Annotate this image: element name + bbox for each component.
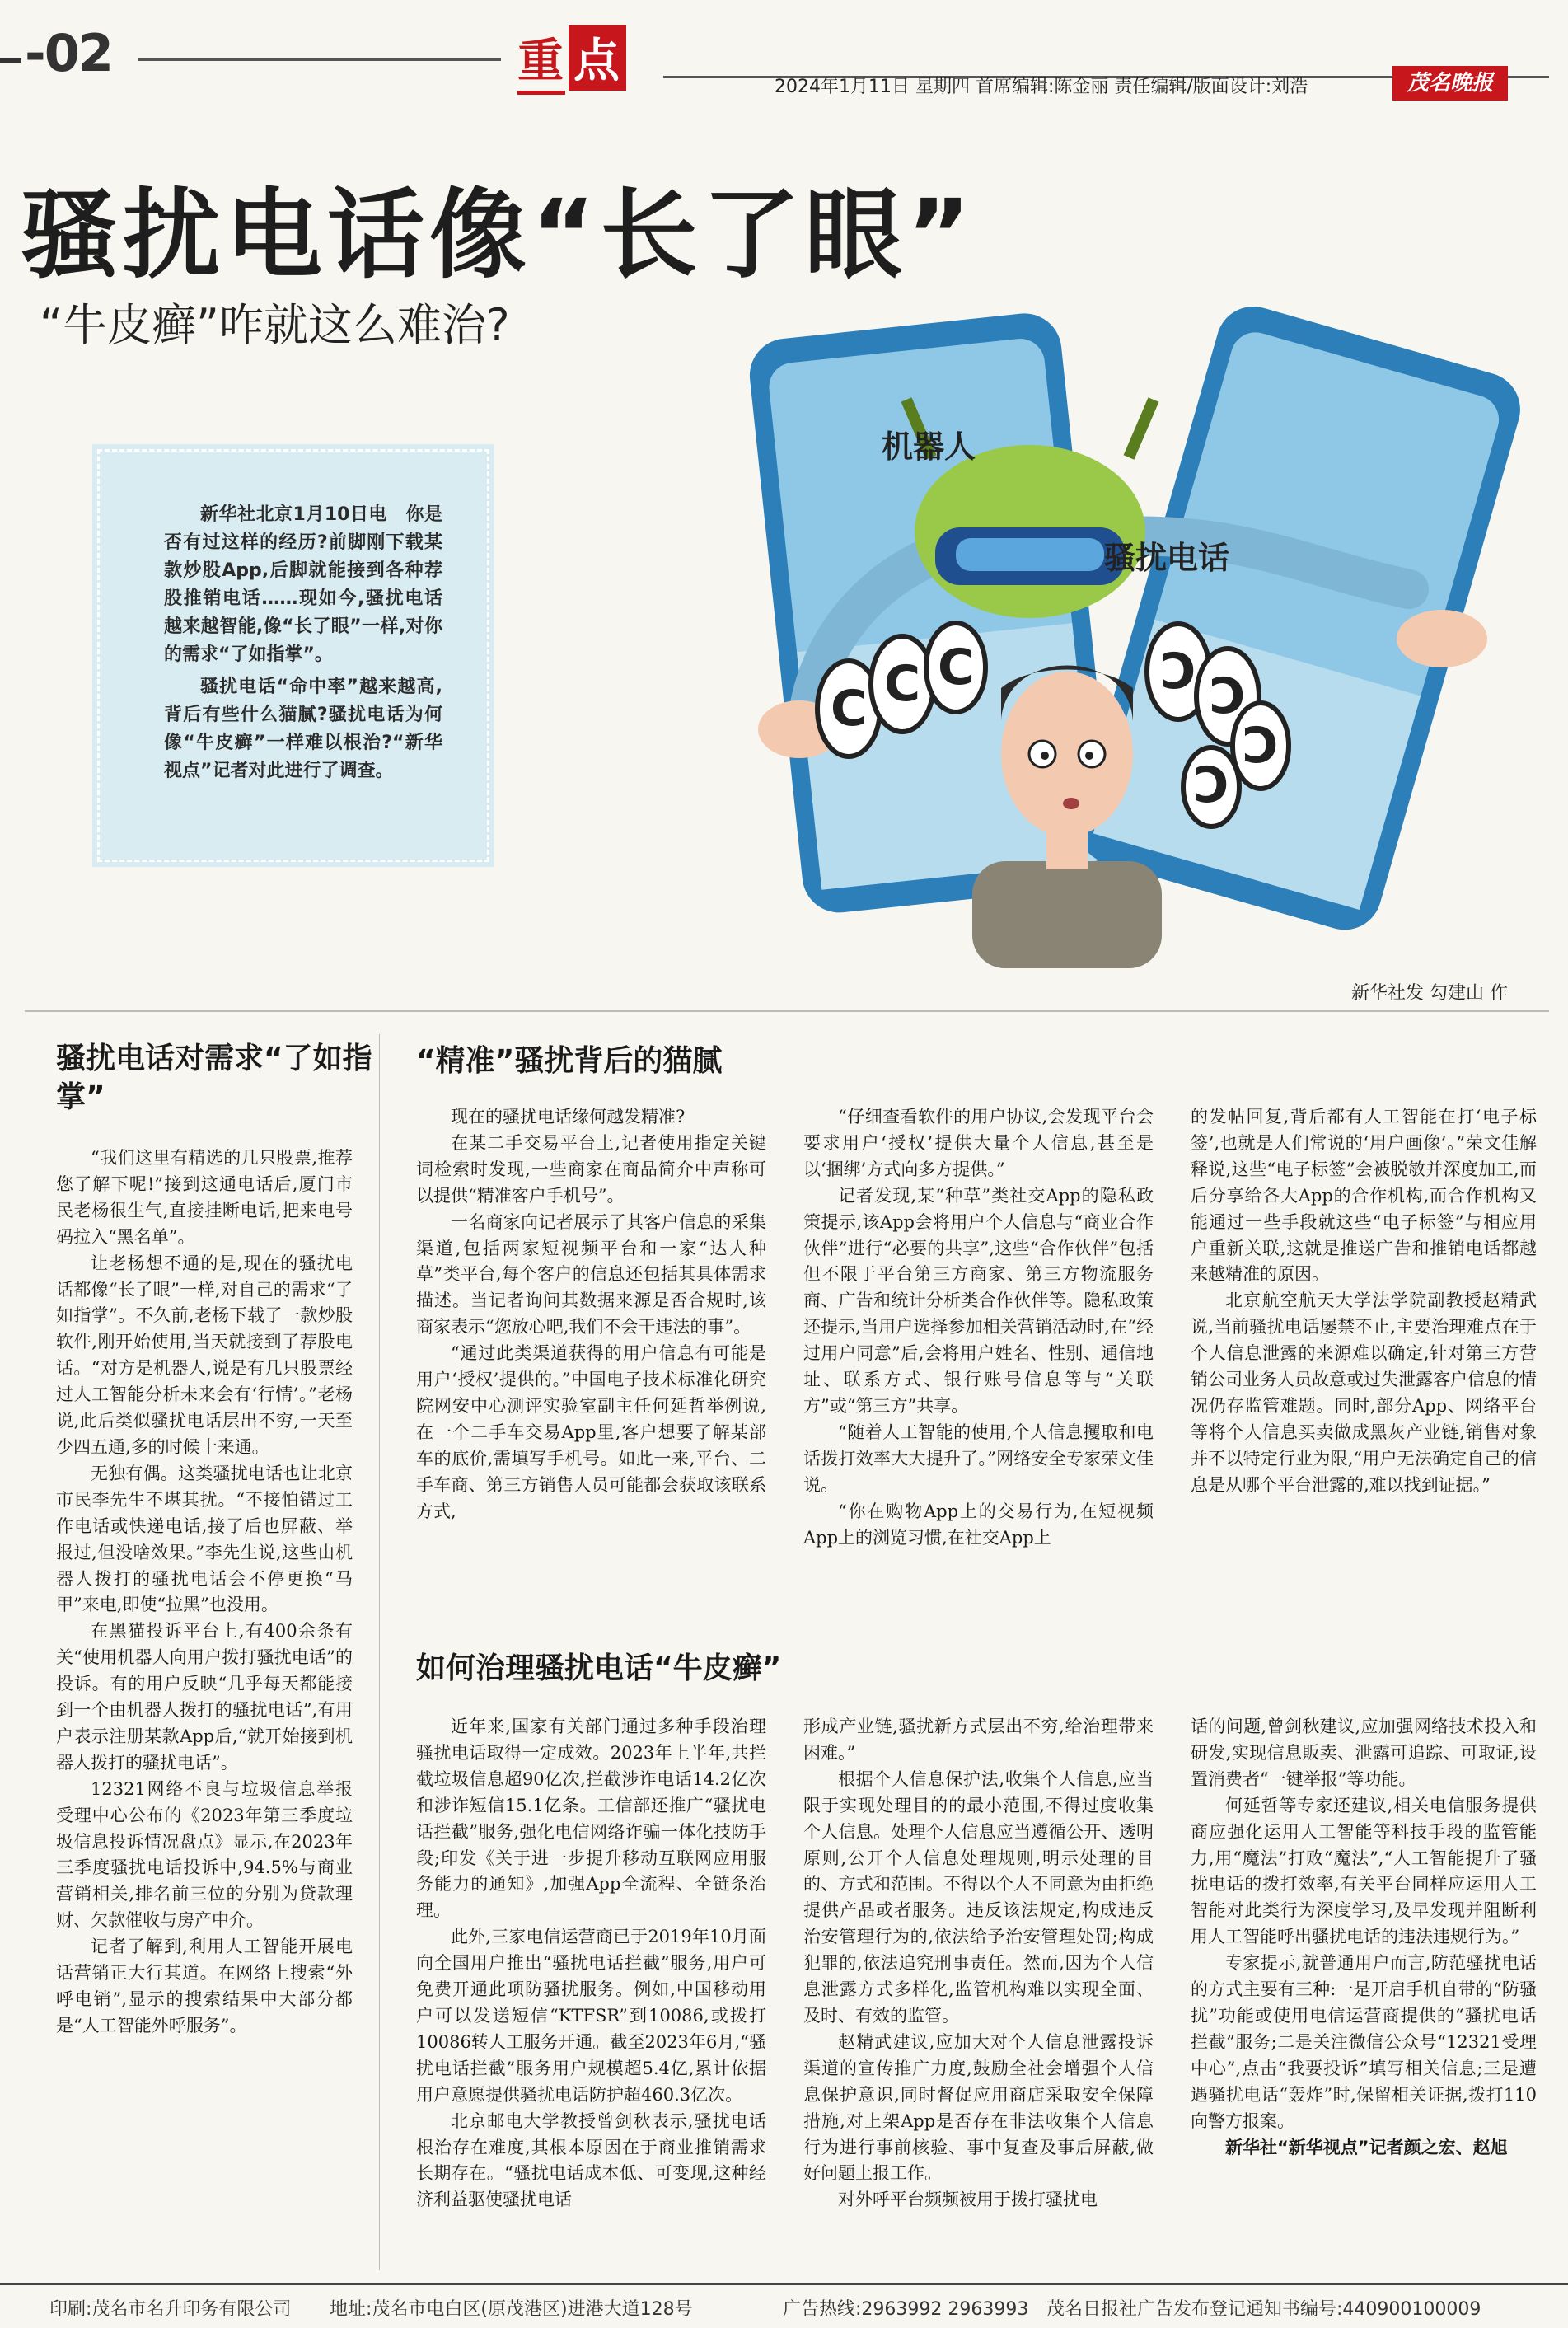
divider bbox=[25, 1010, 1549, 1012]
svg-text:Ͻ: Ͻ bbox=[1161, 643, 1196, 700]
column-2 bbox=[416, 1104, 766, 1525]
column-6 bbox=[803, 1714, 1154, 2213]
paragraph: 何延哲等专家还建议,相关电信服务提供商应强化运用人工智能等科技手段的监管能力,用“魔法”打败“魔法”,“人工智能提升了骚扰电话的拨打效率,有关平台同样应运用人工智能对此类行为深度学习,及早发现并阻断利用人工智能呼出骚扰电话的违法违规行为。” bbox=[1191, 1795, 1537, 1947]
svg-text:Ͻ: Ͻ bbox=[1243, 717, 1278, 775]
paragraph: 话的问题,曾剑秋建议,应加强网络技术投入和研发,实现信息販卖、泄露可追踪、可取证,设置消费者“一键举报”等功能。 bbox=[1191, 1717, 1537, 1789]
paragraph: 此外,三家电信运营商已于2019年10月面向全国用户推出“骚扰电话拦截”服务,用户可免费开通此项防骚扰服务。例如,中国移动用户可以发送短信“KTFSR”到10086,或拨打10086转人工服务开通。截至2023年6月,“骚扰电话拦截”服务用户规模超5.4亿,累计依据用户意愿提供骚扰电话防护超460.3亿次。 bbox=[416, 1927, 766, 2105]
column-1 bbox=[56, 1145, 353, 2040]
svg-text:C: C bbox=[937, 639, 975, 696]
column-5 bbox=[416, 1714, 766, 2213]
paragraph: “通过此类渠道获得的用户信息有可能是用户‘授权’提供的。”中国电子技术标准化研究院网安中心测评实验室副主任何延哲举例说,在一个二手车交易App里,客户想要了解某部车的底价,需填写手机号。如此一来,平台、二手车商、第三方销售人员可能都会获取该联系方式, bbox=[416, 1343, 766, 1521]
paragraph: 专家提示,就普通用户而言,防范骚扰电话的方式主要有三种:一是开启手机自带的“防骚扰”功能或使用电信运营商提供的“骚扰电话拦截”服务;二是关注微信公众号“12321受理中心”,点击“我要投诉”填写相关信息;三是遭遇骚扰电话“轰炸”时,保留相关证据,拨打110向警方报案。 bbox=[1191, 1953, 1537, 2131]
section-title-3: 如何治理骚扰电话“牛皮癣” bbox=[416, 1651, 782, 1685]
paragraph: 形成产业链,骚扰新方式层出不穷,给治理带来困难。” bbox=[803, 1717, 1154, 1763]
header-rule-left bbox=[138, 58, 501, 61]
subheadline: “牛皮癣”咋就这么难治? bbox=[40, 299, 510, 351]
footer-hotline: 广告热线:2963992 2963993 bbox=[783, 2299, 1029, 2320]
section-title-2: “精准”骚扰背后的猫腻 bbox=[416, 1044, 723, 1078]
cartoon-illustration bbox=[717, 293, 1549, 968]
lead-text bbox=[164, 501, 442, 789]
paragraph: 记者发现,某“种草”类社交App的隐私政策提示,该App会将用户个人信息与“商业合作伙伴”进行“必要的共享”,这些“合作伙伴”包括但不限于平台第三方商家、第三方物流服务商、广告和统计分析类合作伙伴等。隐私政策还提示,当用户选择参加相关营销活动时,在“经过用户同意”后,会将用户姓名、性别、通信地址、联系方式、银行账号信息等与“关联方”或“第三方”共享。 bbox=[803, 1185, 1154, 1416]
paragraph: “仔细查看软件的用户协议,会发现平台会要求用户‘授权’提供大量个人信息,甚至是以‘捆绑’方式向多方提供。” bbox=[803, 1107, 1154, 1179]
svg-text:C: C bbox=[830, 680, 868, 738]
paragraph: 让老杨想不通的是,现在的骚扰电话都像“长了眼”一样,对自己的需求“了如指掌”。不久前,老杨下载了一款炒股软件,刚开始使用,当天就接到了荐股电话。“对方是机器人,说是有几只股票经过人工智能分析未来会有‘行情’。”老杨说,此后类似骚扰电话层出不穷,一天至少四五通,多的时候十来通。 bbox=[56, 1253, 353, 1457]
paragraph: 在某二手交易平台上,记者使用指定关键词检索时发现,一些商家在商品简介中声称可以提供“精准客户手机号”。 bbox=[416, 1132, 766, 1206]
column-7 bbox=[1191, 1714, 1537, 2161]
cartoon-svg bbox=[717, 293, 1549, 968]
page-number: -02 bbox=[25, 23, 113, 83]
lead-paragraph: 骚扰电话“命中率”越来越高,背后有些什么猫腻?骚扰电话为何像“牛皮癣”一样难以根治?“新华视点”记者对此进行了调查。 bbox=[164, 676, 442, 781]
section-label-2: 点 bbox=[569, 25, 626, 91]
column-3 bbox=[803, 1104, 1154, 1551]
label-robot: 机器人 bbox=[882, 429, 976, 465]
section-label bbox=[517, 25, 626, 95]
paragraph: 的发帖回复,背后都有人工智能在打‘电子标签’,也就是人们常说的‘用户画像’。”荣文佳解释说,这些“电子标签”会被脱敏并深度加工,而后分享给各大App的合作机构,而合作机构又能通过一些手段就这些“电子标签”与相应用户重新关联,这就是推送广告和推销电话都越来越精准的原因。 bbox=[1191, 1107, 1537, 1285]
column-rule bbox=[379, 1034, 380, 2270]
paragraph: “你在购物App上的交易行为,在短视频App上的浏览习惯,在社交App上 bbox=[803, 1501, 1154, 1548]
headline: 骚扰电话像“长了眼” bbox=[21, 178, 976, 292]
paragraph: 根据个人信息保护法,收集个人信息,应当限于实现处理目的的最小范围,不得过度收集个人信息。处理个人信息应当遵循公开、透明原则,公开个人信息处理规则,明示处理的目的、方式和范围。不得以个人不同意为由拒绝提供产品或者服务。违反该法规定,构成违反治安管理行为的,依法给予治安管理处罚;构成犯罪的,依法追究刑事责任。然而,因为个人信息泄露方式多样化,监管机构难以实现全面、及时、有效的监管。 bbox=[803, 1768, 1154, 2026]
section-label-1: 重 bbox=[517, 25, 565, 95]
paragraph: 北京航空航天大学法学院副教授赵精武说,当前骚扰电话屡禁不止,主要治理难点在于个人信息泄露的来源难以确定,针对第三方营销公司业务人员故意或过失泄露客户信息的情况仍存监管难题。同时,部分App、网络平台等将个人信息买卖做成黑灰产业链,销售对象并不以特定行业为限,“用户无法确定自己的信息是从哪个平台泄露的,难以找到证据。” bbox=[1191, 1290, 1537, 1495]
newspaper-logo: 茂名晚报 bbox=[1392, 66, 1508, 101]
paragraph: 赵精武建议,应加大对个人信息泄露投诉渠道的宣传推广力度,鼓励全社会增强个人信息保护意识,同时督促应用商店采取安全保障措施,对上架App是否存在非法收集个人信息行为进行事前核验、事中复查及事后屏蔽,做好问题上报工作。 bbox=[803, 2031, 1154, 2184]
lead-paragraph: 新华社北京1月10日电 你是否有过这样的经历?前脚刚下载某款炒股App,后脚就能接到各种荐股推销电话……现如今,骚扰电话越来越智能,像“长了眼”一样,对你的需求“了如指掌”。 bbox=[164, 504, 442, 666]
svg-text:C: C bbox=[883, 655, 921, 713]
label-harassing-call: 骚扰电话 bbox=[1104, 540, 1230, 576]
illustration-credit: 新华社发 勾建山 作 bbox=[1351, 983, 1508, 1004]
lead-box bbox=[97, 449, 489, 862]
paragraph: “我们这里有精选的几只股票,推荐您了解下呢!”接到这通电话后,厦门市民老杨很生气,直接挂断电话,把来电号码拉入“黑名单”。 bbox=[56, 1148, 353, 1247]
paragraph: 12321网络不良与垃圾信息举报受理中心公布的《2023年第三季度垃圾信息投诉情况盘点》显示,在2023年三季度骚扰电话投诉中,94.5%与商业营销相关,排名前三位的分别为贷款理财、欠款催收与房产中介。 bbox=[56, 1778, 353, 1931]
paragraph: 近年来,国家有关部门通过多种手段治理骚扰电话取得一定成效。2023年上半年,共拦截垃圾信息超90亿次,拦截涉诈电话14.2亿次和涉诈短信15.1亿条。工信部还推广“骚扰电话拦截”服务,强化电信网络诈骗一体化技防手段;印发《关于进一步提升移动互联网应用服务能力的通知》,加强App全流程、全链条治理。 bbox=[416, 1717, 766, 1921]
paragraph: 对外呼平台频频被用于拨打骚扰电 bbox=[838, 2190, 1098, 2210]
column-4 bbox=[1191, 1104, 1537, 1499]
paragraph: 一名商家向记者展示了其客户信息的采集渠道,包括两家短视频平台和一家“达人种草”类平台,每个客户的信息还包括其具体需求描述。当记者询问其数据来源是否合规时,该商家表示“您放心吧,我们不会干违法的事”。 bbox=[416, 1211, 766, 1337]
svg-text:Ͻ: Ͻ bbox=[1210, 667, 1245, 725]
paragraph: “随着人工智能的使用,个人信息攫取和电话拨打效率大大提升了。”网络安全专家荣文佳说。 bbox=[803, 1422, 1154, 1495]
section-title-1: 骚扰电话对需求“了如指掌” bbox=[56, 1042, 372, 1114]
paragraph: 北京邮电大学教授曾剑秋表示,骚扰电话根治存在难度,其根本原因在于商业推销需求长期存在。“骚扰电话成本低、可变现,这种经济利益驱使骚扰电话 bbox=[416, 2110, 766, 2210]
dateline: 2024年1月11日 星期四 首席编辑:陈金丽 责任编辑/版面设计:刘浩 bbox=[775, 77, 1308, 97]
svg-text:Ͻ: Ͻ bbox=[1194, 756, 1229, 814]
footer bbox=[0, 2283, 1568, 2328]
paragraph: 无独有偶。这类骚扰电话也让北京市民李先生不堪其扰。“不接怕错过工作电话或快递电话,接了后也屏蔽、举报过,但没啥效果。”李先生说,这些由机器人拨打的骚扰电话会不停更换“马甲”来电,即使“拉黑”也没用。 bbox=[56, 1463, 353, 1615]
footer-license: 茂名日报社广告发布登记通知书编号:440900100009 bbox=[1046, 2299, 1481, 2320]
paragraph: 现在的骚扰电话缘何越发精准? bbox=[451, 1107, 686, 1127]
footer-printer: 印刷:茂名市名升印务有限公司 bbox=[49, 2299, 292, 2320]
paragraph: 在黑猫投诉平台上,有400余条有关“使用机器人向用户拨打骚扰电话”的投诉。有的用户反映“几乎每天都能接到一个由机器人拨打的骚扰电话”,有用户表示注册某款App后,“就开始接到机器人拨打的骚扰电话”。 bbox=[56, 1621, 353, 1773]
byline: 新华社“新华视点”记者颜之宏、赵旭 bbox=[1225, 2137, 1508, 2157]
paragraph: 记者了解到,利用人工智能开展电话营销正大行其道。在网络上搜索“外呼电销”,显示的搜索结果中大部分都是“人工智能外呼服务”。 bbox=[56, 1937, 353, 2035]
footer-address: 地址:茂名市电白区(原茂港区)进港大道128号 bbox=[330, 2299, 693, 2320]
